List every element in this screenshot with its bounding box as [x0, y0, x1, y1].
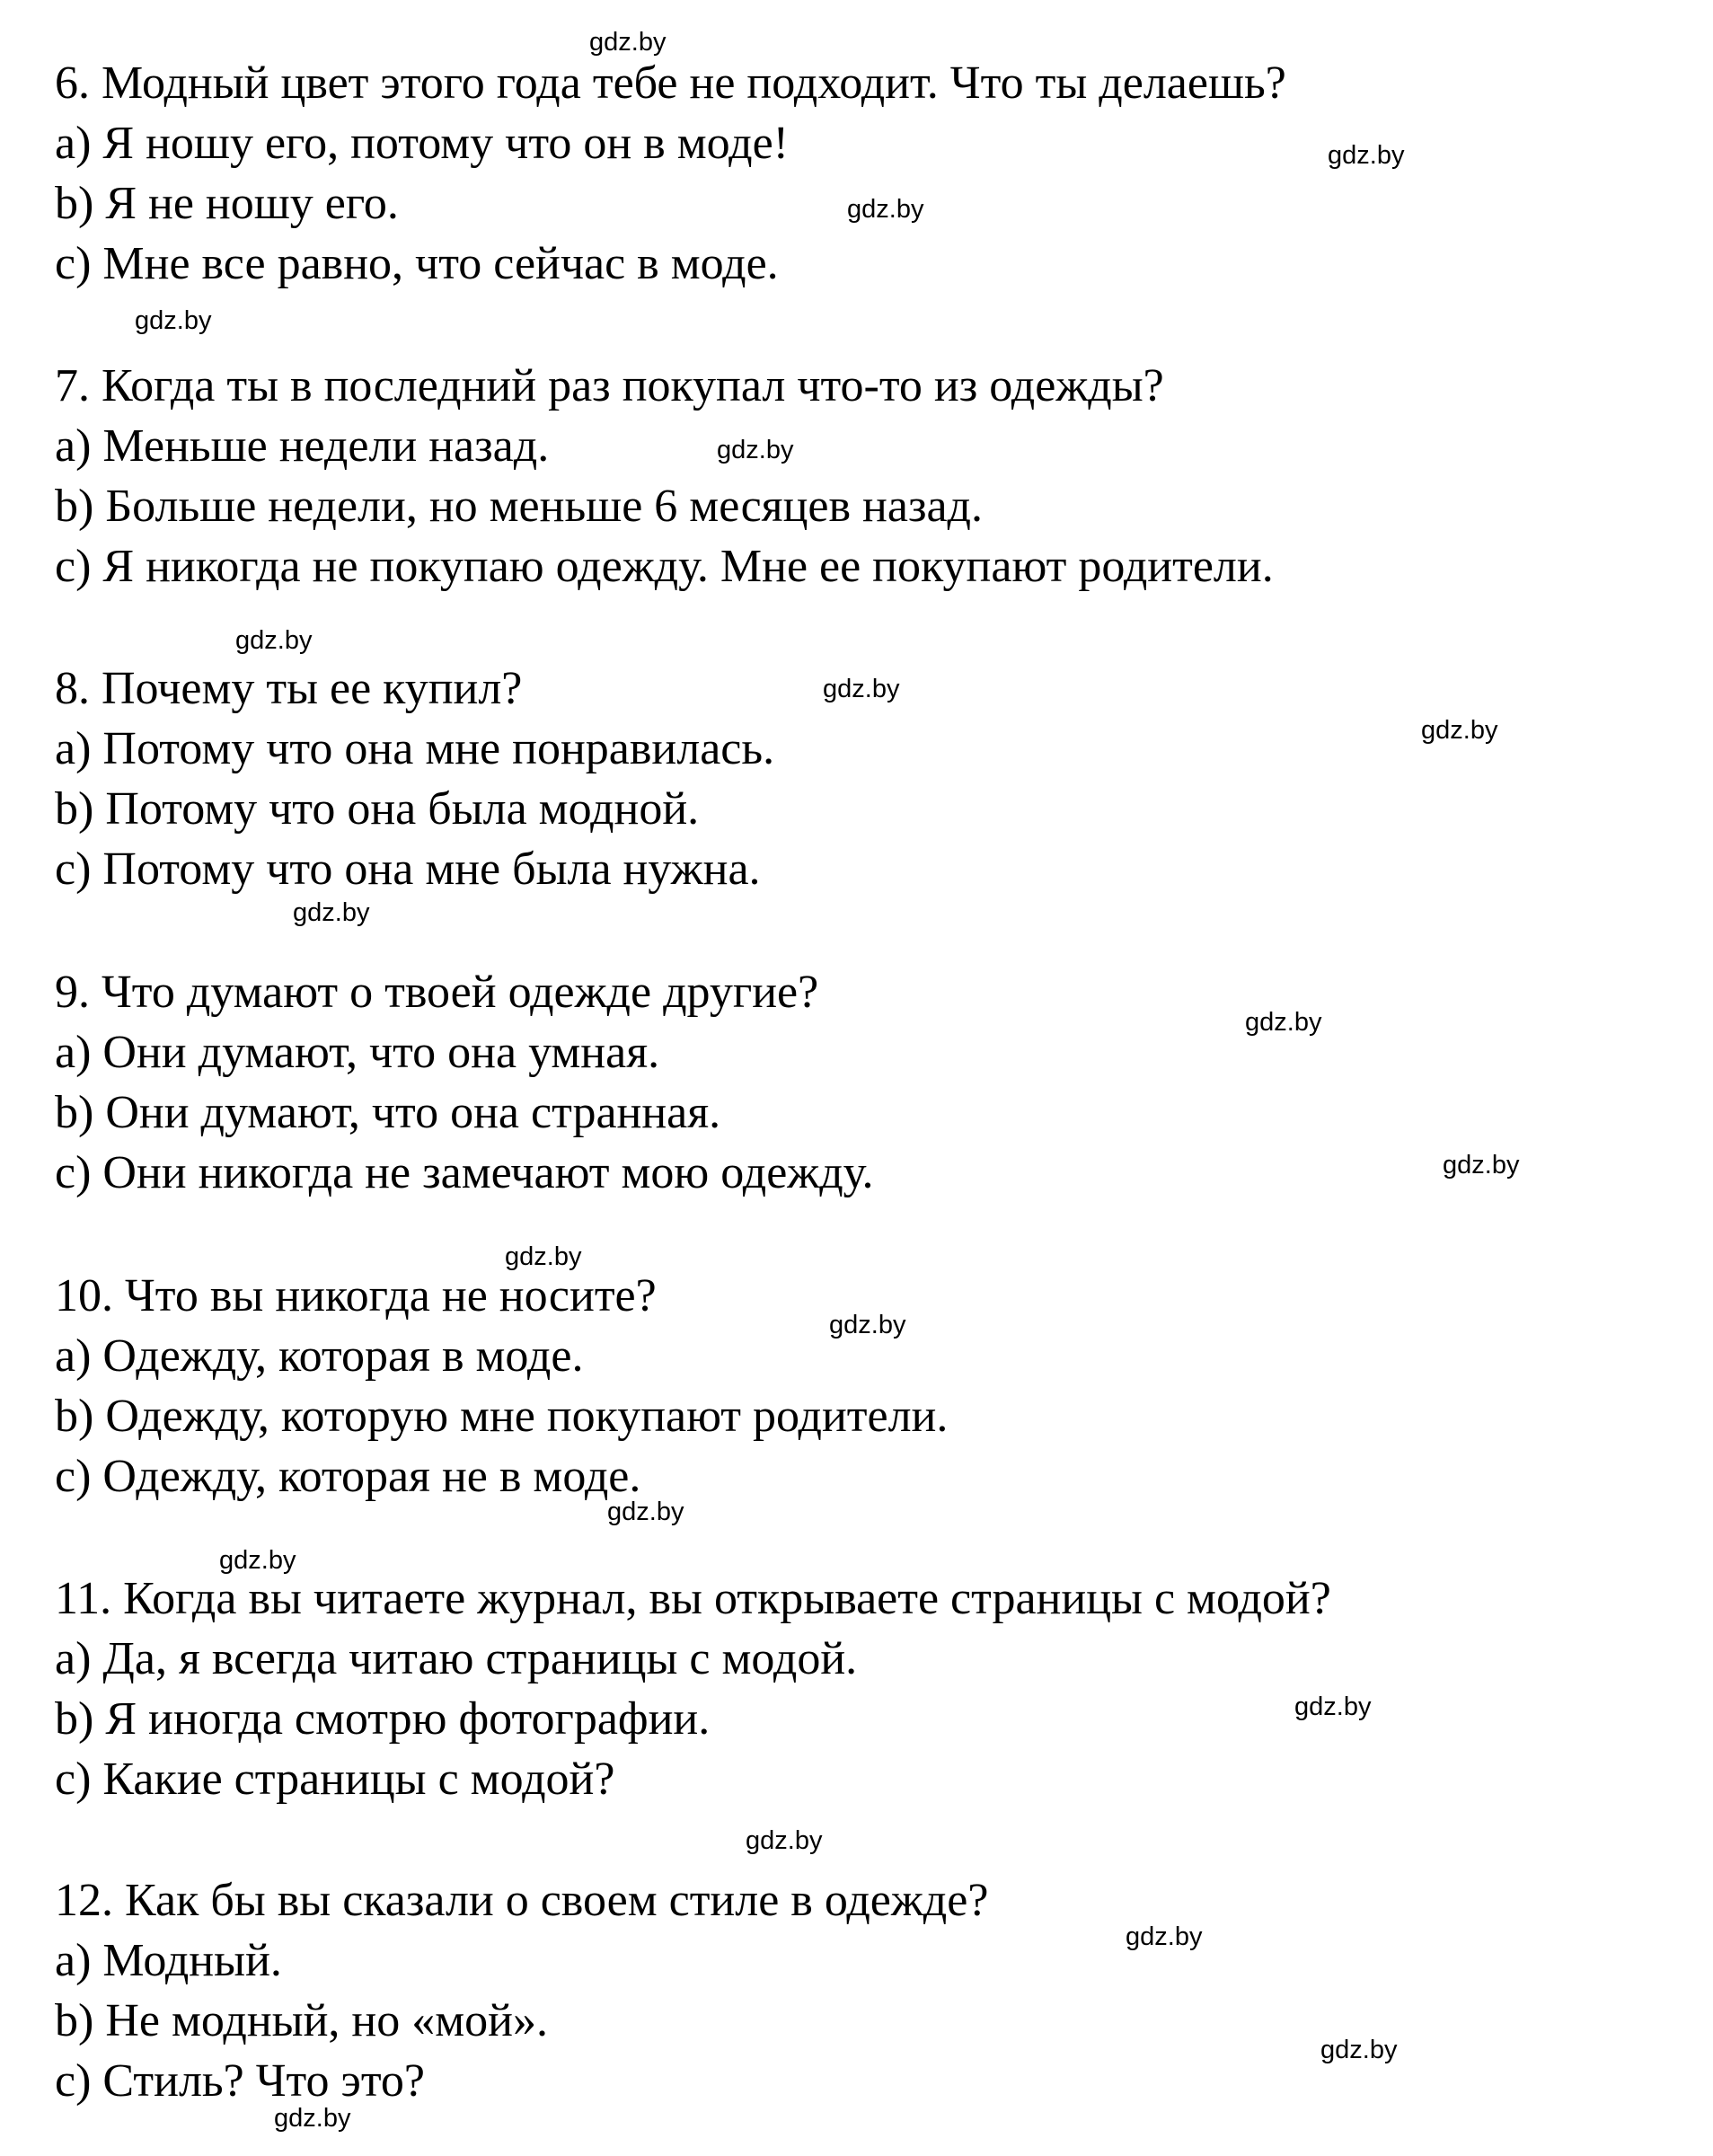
watermark: gdz.by — [717, 436, 794, 464]
question-6-option-b: b) Я не ношу его. — [55, 178, 399, 229]
question-7-option-b: b) Больше недели, но меньше 6 месяцев назад. — [55, 481, 984, 532]
watermark: gdz.by — [847, 195, 924, 224]
question-12-option-b: b) Не модный, но «мой». — [55, 1995, 548, 2046]
watermark: gdz.by — [135, 306, 212, 335]
watermark: gdz.by — [1245, 1008, 1322, 1037]
question-8: 8. Почему ты ее купил? — [55, 663, 523, 714]
watermark: gdz.by — [829, 1311, 906, 1339]
watermark: gdz.by — [1294, 1692, 1372, 1721]
question-9-option-a: a) Они думают, что она умная. — [55, 1027, 660, 1078]
question-9: 9. Что думают о твоей одежде другие? — [55, 967, 819, 1018]
question-10-option-a: a) Одежду, которая в моде. — [55, 1330, 584, 1382]
question-7: 7. Когда ты в последний раз покупал что-то из одежды? — [55, 360, 1164, 411]
question-9-option-b: b) Они думают, что она странная. — [55, 1087, 721, 1138]
question-8-option-c: c) Потому что она мне была нужна. — [55, 844, 761, 895]
watermark: gdz.by — [823, 675, 900, 703]
question-8-option-b: b) Потому что она была модной. — [55, 783, 700, 835]
watermark: gdz.by — [293, 898, 370, 927]
question-11-option-a: a) Да, я всегда читаю страницы с модой. — [55, 1633, 858, 1684]
watermark: gdz.by — [1320, 2036, 1398, 2064]
question-6-option-c: c) Мне все равно, что сейчас в моде. — [55, 238, 779, 289]
watermark: gdz.by — [219, 1546, 296, 1575]
watermark: gdz.by — [274, 2104, 351, 2133]
question-11: 11. Когда вы читаете журнал, вы открываете страницы с модой? — [55, 1573, 1331, 1624]
watermark: gdz.by — [1443, 1151, 1520, 1180]
question-11-option-b: b) Я иногда смотрю фотографии. — [55, 1693, 711, 1745]
question-11-option-c: c) Какие страницы с модой? — [55, 1754, 615, 1805]
watermark: gdz.by — [607, 1498, 684, 1526]
watermark: gdz.by — [1421, 716, 1498, 745]
watermark: gdz.by — [505, 1242, 582, 1271]
watermark: gdz.by — [235, 626, 313, 655]
question-7-option-c: c) Я никогда не покупаю одежду. Мне ее покупают родители. — [55, 541, 1274, 592]
question-12-option-c: c) Стиль? Что это? — [55, 2055, 425, 2107]
question-10-option-b: b) Одежду, которую мне покупают родители. — [55, 1391, 949, 1442]
question-9-option-c: c) Они никогда не замечают мою одежду. — [55, 1147, 874, 1198]
watermark: gdz.by — [589, 28, 667, 57]
question-7-option-a: a) Меньше недели назад. — [55, 420, 550, 472]
question-10-option-c: c) Одежду, которая не в моде. — [55, 1451, 641, 1502]
question-8-option-a: a) Потому что она мне понравилась. — [55, 723, 775, 774]
question-12: 12. Как бы вы сказали о своем стиле в одежде? — [55, 1875, 989, 1926]
watermark: gdz.by — [1328, 141, 1405, 170]
question-12-option-a: a) Модный. — [55, 1935, 282, 1986]
question-6: 6. Модный цвет этого года тебе не подходит. Что ты делаешь? — [55, 57, 1286, 109]
question-6-option-a: a) Я ношу его, потому что он в моде! — [55, 118, 789, 169]
watermark: gdz.by — [746, 1826, 823, 1855]
question-10: 10. Что вы никогда не носите? — [55, 1270, 657, 1321]
watermark: gdz.by — [1126, 1922, 1203, 1951]
